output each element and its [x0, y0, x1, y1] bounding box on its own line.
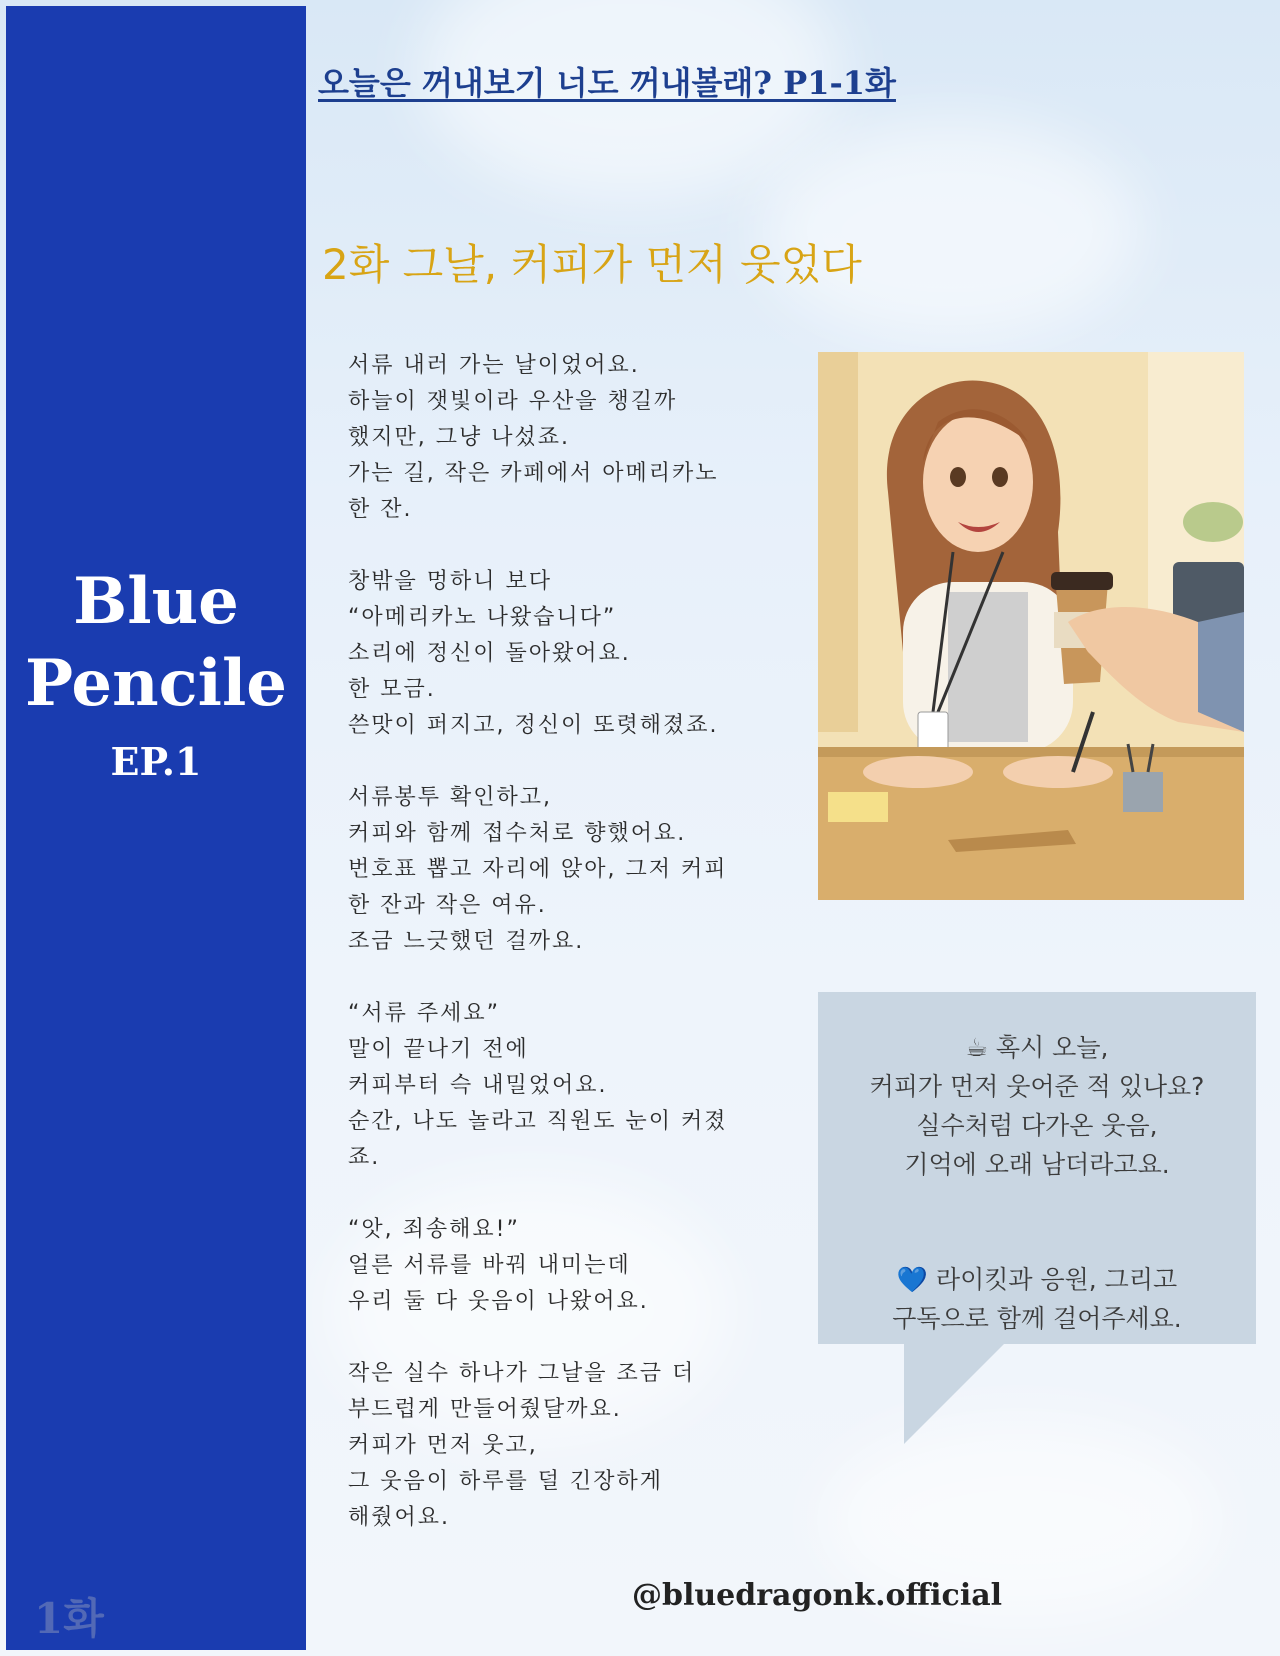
series-title: 오늘은 꺼내보기 너도 꺼내볼래? P1-1화 [318, 64, 896, 102]
episode-title: 2화 그날, 커피가 먼저 웃었다 [322, 240, 862, 289]
story-line: 말이 끝나기 전에 [348, 1037, 529, 1062]
story-line: 죠. [348, 1145, 381, 1170]
brand-name-line2: Pencile [25, 646, 287, 721]
episode-label: EP.1 [110, 739, 202, 784]
story-line: 소리에 정신이 돌아왔어요. [348, 641, 631, 666]
story-line: 커피가 먼저 웃고, [348, 1433, 538, 1458]
brand-logo [6, 561, 306, 784]
story-line: 한 잔과 작은 여유. [348, 893, 547, 918]
cafe-woman-coffee-illustration [818, 352, 1244, 900]
story-line: 하늘이 잿빛이라 우산을 챙길까 [348, 389, 678, 414]
callout-tail [904, 1344, 1004, 1444]
story-line: 커피부터 슥 내밀었어요. [348, 1073, 608, 1098]
story-line: 얼른 서류를 바꿔 내미는데 [348, 1253, 631, 1278]
story-line: 커피와 함께 접수처로 향했어요. [348, 821, 687, 846]
callout-line: 커피가 먼저 웃어준 적 있나요? [869, 1072, 1205, 1101]
story-line: 우리 둘 다 웃음이 나왔어요. [348, 1289, 649, 1314]
social-handle: @bluedragonk.official [632, 1578, 1003, 1613]
story-line: 그 웃음이 하루를 덜 긴장하게 [348, 1469, 663, 1494]
story-line: 부드럽게 만들어줬달까요. [348, 1397, 622, 1422]
story-paragraph [348, 564, 788, 744]
story-line: 서류 내러 가는 날이었어요. [348, 353, 640, 378]
story-line: 가는 길, 작은 카페에서 아메리카노 [348, 461, 719, 486]
story-line: 했지만, 그냥 나섰죠. [348, 425, 570, 450]
story-line: 순간, 나도 놀라고 직원도 눈이 커졌 [348, 1109, 728, 1134]
callout-line: 💙 라이킷과 응원, 그리고 [896, 1265, 1178, 1294]
story-paragraph [348, 996, 788, 1176]
story-line: 조금 느긋했던 걸까요. [348, 929, 585, 954]
story-line: 쓴맛이 퍼지고, 정신이 또렷해졌죠. [348, 713, 719, 738]
story-line: 작은 실수 하나가 그날을 조금 더 [348, 1361, 696, 1386]
story-line: 서류봉투 확인하고, [348, 785, 553, 810]
story-line: “아메리카노 나왔습니다” [348, 605, 617, 630]
story-line: 해줬어요. [348, 1505, 451, 1530]
callout-line: ☕ 혹시 오늘, [965, 1033, 1109, 1062]
callout-line: 구독으로 함께 걸어주세요. [892, 1304, 1182, 1333]
story-line: 번호표 뽑고 자리에 앉아, 그저 커피 [348, 857, 728, 882]
callout-line: 기억에 오래 남더라고요. [904, 1150, 1170, 1179]
story-line: 한 모금. [348, 677, 436, 702]
story-paragraph [348, 348, 788, 528]
sidebar-band [6, 6, 306, 1650]
callout-cta [818, 1260, 1256, 1338]
callout-line: 실수처럼 다가온 웃음, [916, 1111, 1158, 1140]
story-body [348, 348, 788, 1572]
story-paragraph [348, 1356, 788, 1536]
story-line: “앗, 죄송해요!” [348, 1217, 520, 1242]
story-paragraph [348, 1212, 788, 1320]
brand-name-line1: Blue [73, 564, 239, 639]
story-line: “서류 주세요” [348, 1001, 501, 1026]
story-paragraph [348, 780, 788, 960]
comment-callout [818, 992, 1256, 1344]
story-line: 한 잔. [348, 497, 413, 522]
callout-question [818, 1028, 1256, 1184]
story-line: 창밖을 멍하니 보다 [348, 569, 553, 594]
episode-watermark: 1화 [34, 1594, 104, 1643]
